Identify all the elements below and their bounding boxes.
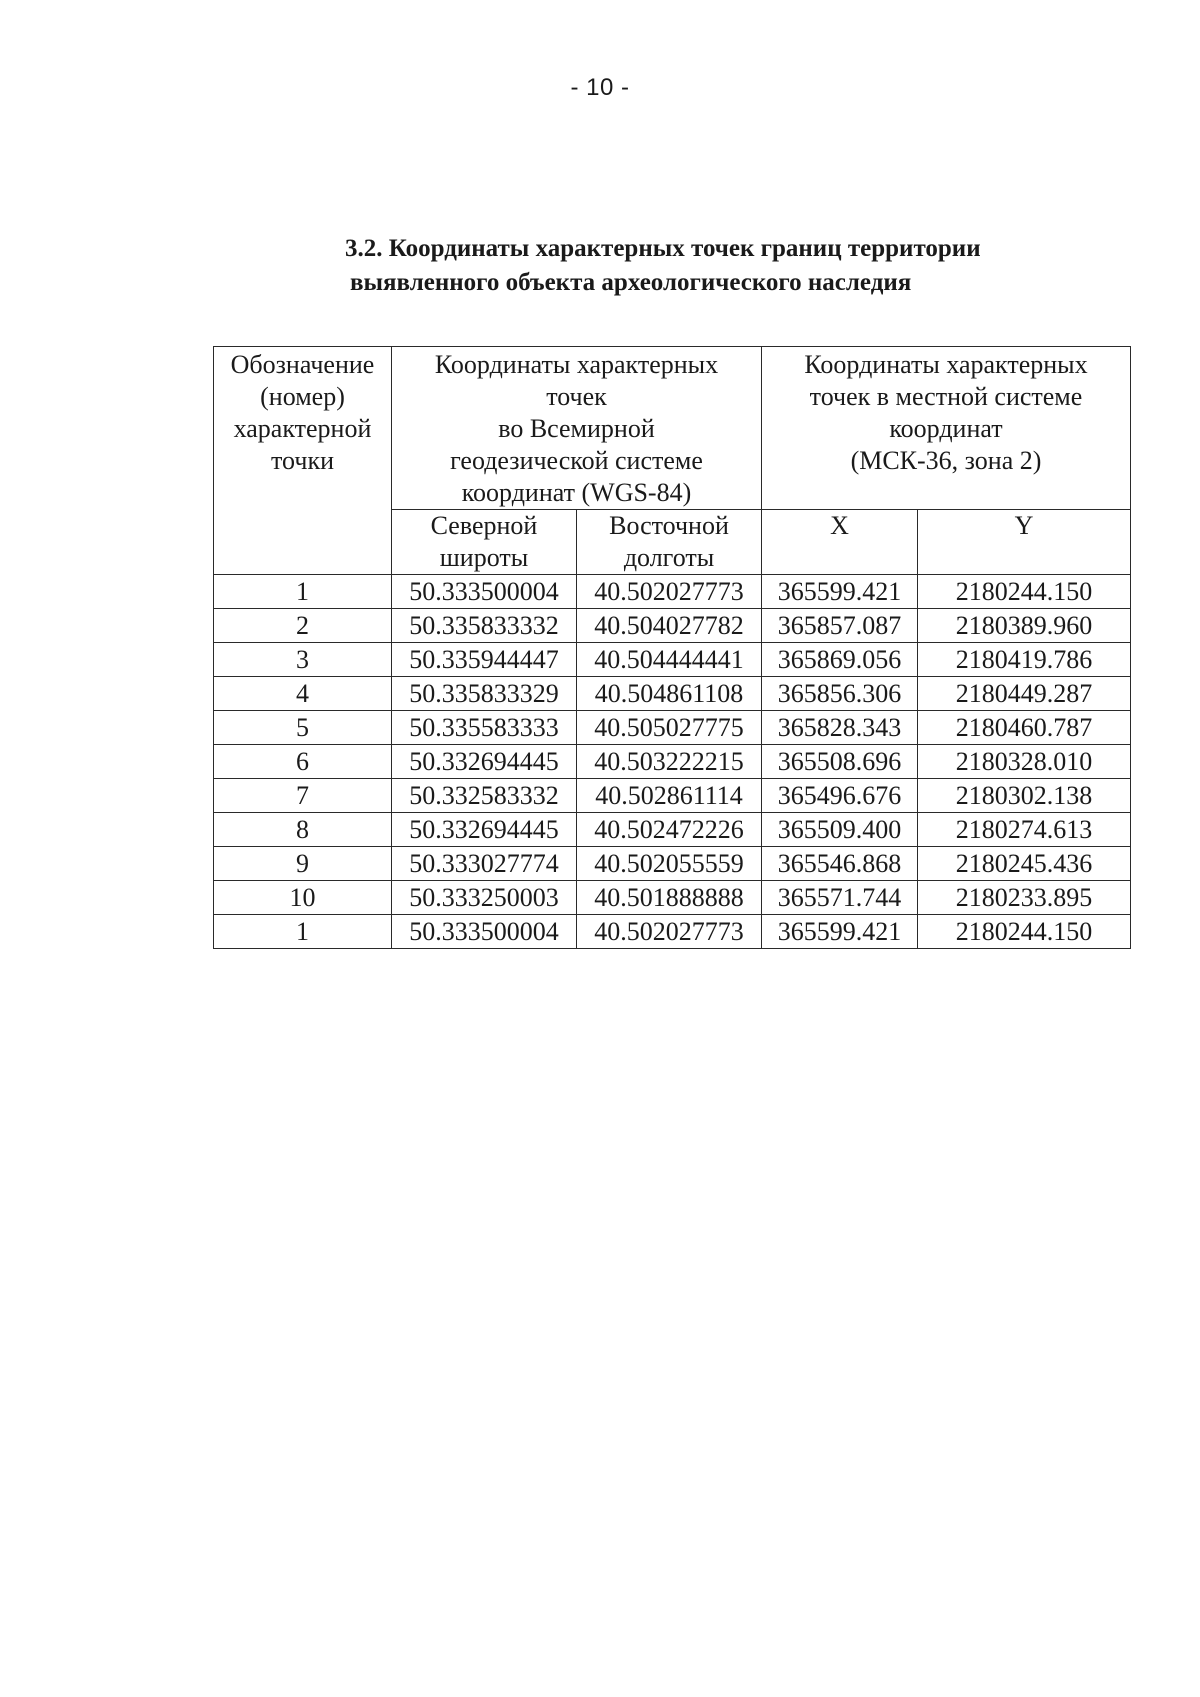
cell-longitude: 40.502055559 [577,847,762,881]
cell-y: 2180245.436 [918,847,1131,881]
cell-longitude: 40.502472226 [577,813,762,847]
page-number: - 10 - [570,74,630,101]
cell-longitude: 40.501888888 [577,881,762,915]
cell-longitude: 40.505027775 [577,711,762,745]
cell-longitude: 40.503222215 [577,745,762,779]
cell-longitude: 40.504027782 [577,609,762,643]
cell-y: 2180233.895 [918,881,1131,915]
table-row [214,643,1131,677]
cell-y: 2180302.138 [918,779,1131,813]
cell-x: 365599.421 [762,575,918,609]
table-row [214,881,1131,915]
cell-point-number: 3 [214,643,392,677]
cell-point-number: 6 [214,745,392,779]
section-heading-line-2: выявленного объекта археологического наследия [350,269,912,296]
cell-y: 2180274.613 [918,813,1131,847]
cell-y: 2180419.786 [918,643,1131,677]
cell-latitude: 50.335833329 [392,677,577,711]
section-heading-line-1: 3.2. Координаты характерных точек границ территории [345,235,981,262]
cell-x: 365546.868 [762,847,918,881]
header-latitude: Северной широты [392,510,577,575]
cell-x: 365857.087 [762,609,918,643]
table-row [214,847,1131,881]
cell-point-number: 1 [214,915,392,949]
cell-y: 2180244.150 [918,915,1131,949]
header-wgs84-coordinates: Координаты характерных точек во Всемирной геодезической системе координат (WGS-84) [392,347,762,510]
cell-x: 365508.696 [762,745,918,779]
section-heading [345,232,1125,300]
table-row [214,779,1131,813]
cell-longitude: 40.504861108 [577,677,762,711]
cell-y: 2180389.960 [918,609,1131,643]
table-row [214,813,1131,847]
header-msk36-coordinates: Координаты характерных точек в местной системе координат (МСК-36, зона 2) [762,347,1131,510]
table-row [214,677,1131,711]
header-x: X [762,510,918,575]
header-y: Y [918,510,1131,575]
cell-x: 365571.744 [762,881,918,915]
cell-latitude: 50.333500004 [392,575,577,609]
cell-latitude: 50.332694445 [392,813,577,847]
cell-x: 365856.306 [762,677,918,711]
cell-latitude: 50.332583332 [392,779,577,813]
cell-point-number: 5 [214,711,392,745]
cell-latitude: 50.333500004 [392,915,577,949]
cell-longitude: 40.504444441 [577,643,762,677]
cell-y: 2180460.787 [918,711,1131,745]
cell-point-number: 1 [214,575,392,609]
cell-latitude: 50.335944447 [392,643,577,677]
table-row [214,915,1131,949]
header-longitude: Восточной долготы [577,510,762,575]
table-row [214,745,1131,779]
cell-latitude: 50.335833332 [392,609,577,643]
cell-latitude: 50.335583333 [392,711,577,745]
table-row [214,575,1131,609]
cell-longitude: 40.502861114 [577,779,762,813]
cell-longitude: 40.502027773 [577,915,762,949]
cell-x: 365869.056 [762,643,918,677]
cell-y: 2180244.150 [918,575,1131,609]
cell-y: 2180328.010 [918,745,1131,779]
table-row [214,711,1131,745]
cell-x: 365509.400 [762,813,918,847]
cell-point-number: 8 [214,813,392,847]
cell-x: 365599.421 [762,915,918,949]
cell-latitude: 50.333027774 [392,847,577,881]
cell-point-number: 4 [214,677,392,711]
coordinates-table [213,346,1131,949]
cell-latitude: 50.333250003 [392,881,577,915]
cell-point-number: 10 [214,881,392,915]
cell-latitude: 50.332694445 [392,745,577,779]
cell-point-number: 9 [214,847,392,881]
header-designation: Обозначение (номер) характерной точки [214,347,392,575]
cell-point-number: 7 [214,779,392,813]
cell-x: 365828.343 [762,711,918,745]
cell-longitude: 40.502027773 [577,575,762,609]
cell-y: 2180449.287 [918,677,1131,711]
cell-x: 365496.676 [762,779,918,813]
table-row [214,609,1131,643]
cell-point-number: 2 [214,609,392,643]
